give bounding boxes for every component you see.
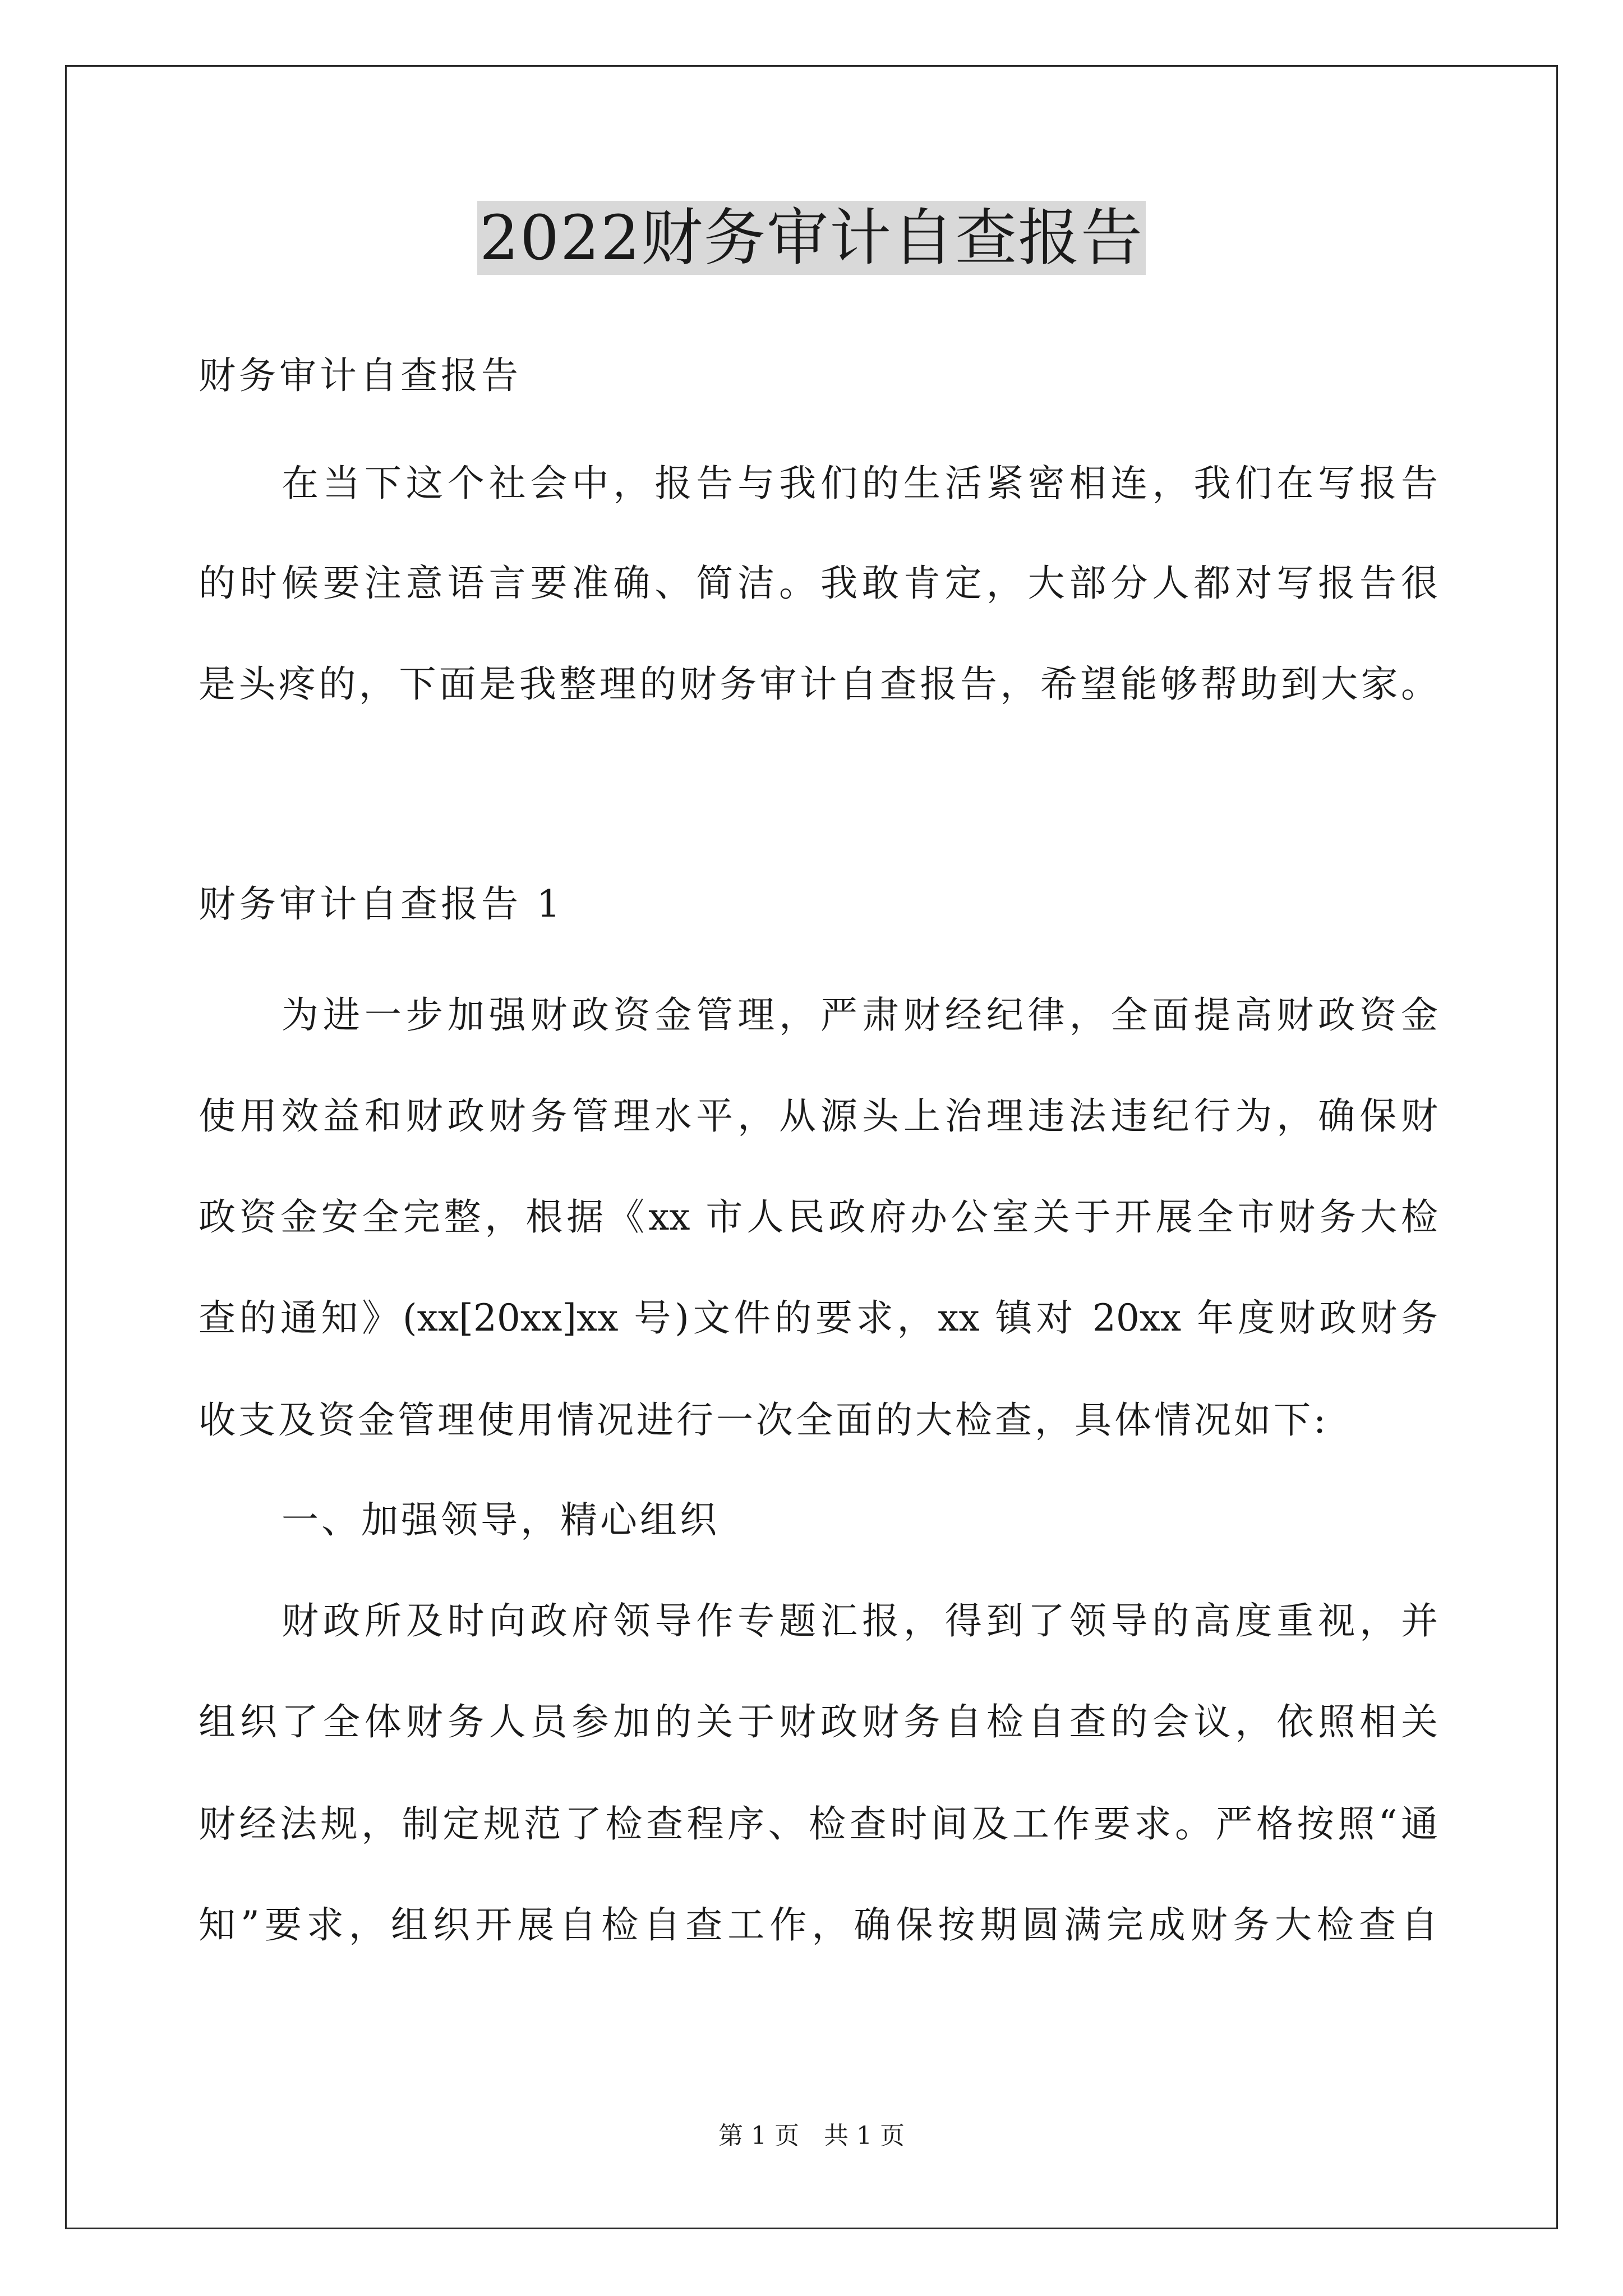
document-title: 2022财务审计自查报告: [477, 201, 1146, 275]
paragraph1-line-4: 查的通知》(xx[20xx]xx 号)文件的要求，xx 镇对 20xx 年度财政财务: [199, 1296, 1438, 1340]
paragraph1-line-1: 为进一步加强财政资金管理，严肃财经纪律，全面提高财政资金: [282, 993, 1438, 1037]
paragraph2-line-3: 财经法规，制定规范了检查程序、检查时间及工作要求。严格按照“通: [199, 1802, 1438, 1846]
section-heading: 财务审计自查报告 1: [199, 882, 564, 926]
paragraph1-line-5: 收支及资金管理使用情况进行一次全面的大检查，具体情况如下:: [199, 1398, 1329, 1442]
intro-line-2: 的时候要注意语言要准确、简洁。我敢肯定，大部分人都对写报告很: [199, 562, 1438, 605]
page-footer: 第 1 页 共 1 页: [718, 2122, 905, 2150]
intro-line-3: 是头疼的，下面是我整理的财务审计自查报告，希望能够帮助到大家。: [199, 662, 1438, 706]
item-heading: 一、加强领导，精心组织: [282, 1498, 720, 1542]
paragraph2-line-2: 组织了全体财务人员参加的关于财政财务自检自查的会议，依照相关: [199, 1700, 1438, 1743]
paragraph1-line-2: 使用效益和财政财务管理水平，从源头上治理违法违纪行为，确保财: [199, 1094, 1438, 1138]
intro-line-1: 在当下这个社会中，报告与我们的生活紧密相连，我们在写报告: [282, 462, 1438, 505]
title-container: [0, 201, 1623, 275]
paragraph1-line-3: 政资金安全完整，根据《xx 市人民政府办公室关于开展全市财务大检: [199, 1195, 1438, 1239]
paragraph2-line-4: 知”要求，组织开展自检自查工作，确保按期圆满完成财务大检查自: [199, 1903, 1438, 1947]
paragraph2-line-1: 财政所及时向政府领导作专题汇报，得到了领导的高度重视，并: [282, 1599, 1438, 1642]
document-subtitle: 财务审计自查报告: [199, 354, 522, 397]
